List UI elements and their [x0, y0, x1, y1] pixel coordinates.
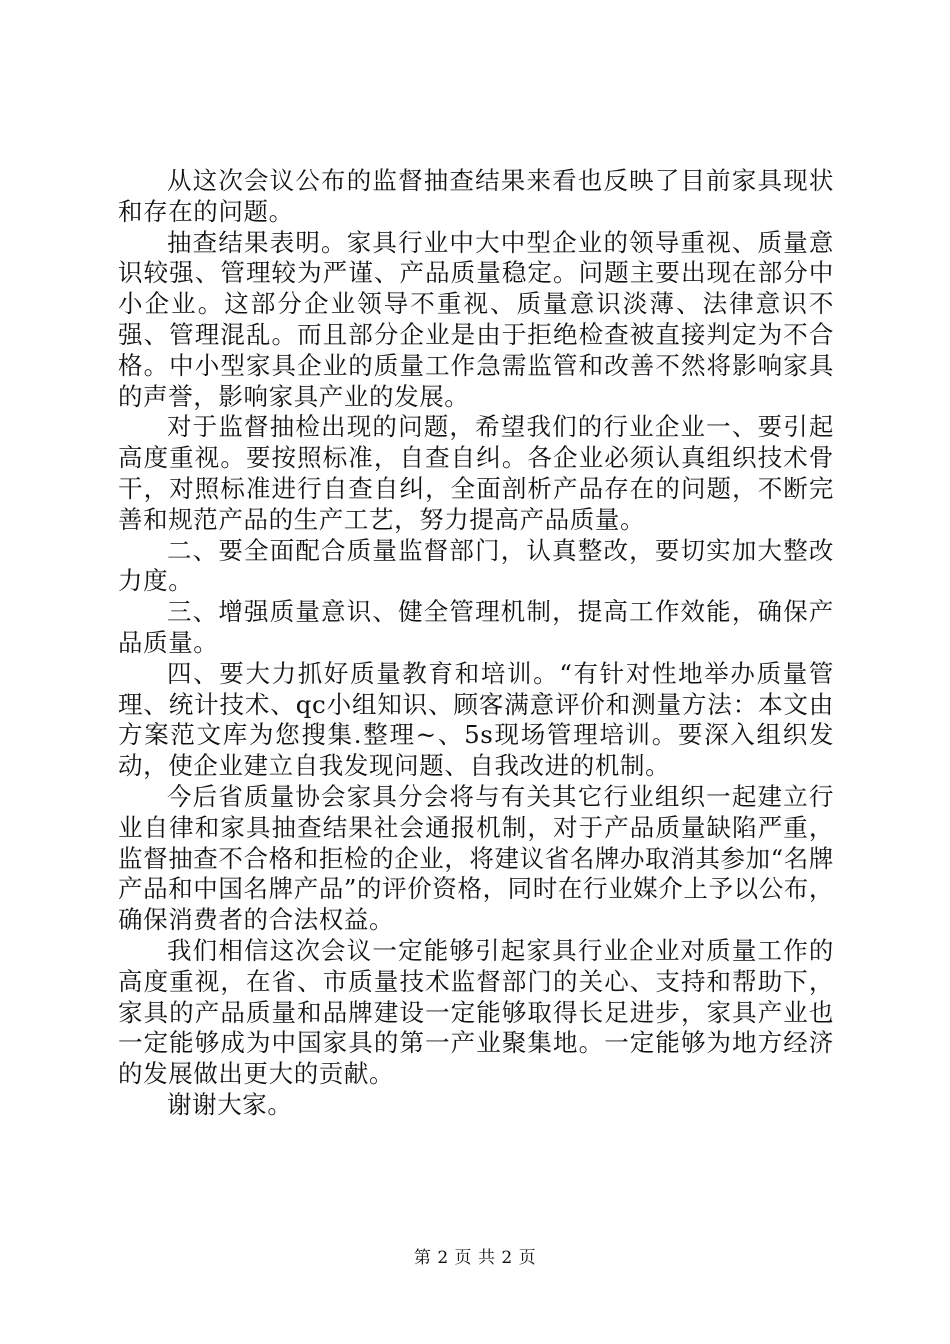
document-body: [118, 166, 834, 1121]
paragraph-9: 谢谢大家。: [167, 1089, 293, 1119]
paragraph-1: 从这次会议公布的监督抽查结果来看也反映了目前家具现状和存在的问题。: [118, 166, 834, 226]
page-number-footer: 第 2 页 共 2 页: [413, 1248, 537, 1268]
paragraph-8: 我们相信这次会议一定能够引起家具行业企业对质量工作的高度重视，在省、市质量技术监督部门的关心、支持和帮助下，家具的产品质量和品牌建设一定能够取得长足进步，家具产业也一定能够成为中国家具的第一产业聚集地。一定能够为地方经济的发展做出更大的贡献。: [118, 935, 834, 1089]
paragraph-6: 四、要大力抓好质量教育和培训。“有针对性地举办质量管理、统计技术、qc小组知识、顾客满意评价和测量方法：本文由方案范文库为您搜集.整理~、5s现场管理培训。要深入组织发动，使企业建立自我发现问题、自我改进的机制。: [118, 658, 834, 781]
paragraph-2: 抽查结果表明。家具行业中大中型企业的领导重视、质量意识较强、管理较为严谨、产品质量稳定。问题主要出现在部分中小企业。这部分企业领导不重视、质量意识淡薄、法律意识不强、管理混乱。而且部分企业是由于拒绝检查被直接判定为不合格。中小型家具企业的质量工作急需监管和改善不然将影响家具的声誉，影响家具产业的发展。: [118, 227, 834, 411]
paragraph-4: 二、要全面配合质量监督部门，认真整改，要切实加大整改力度。: [118, 535, 834, 596]
paragraph-5: 三、增强质量意识、健全管理机制，提高工作效能，确保产品质量。: [118, 597, 834, 657]
paragraph-7: 今后省质量协会家具分会将与有关其它行业组织一起建立行业自律和家具抽查结果社会通报机制，对于产品质量缺陷严重，监督抽查不合格和拒检的企业，将建议省名牌办取消其参加“名牌产品和中国名牌产品”的评价资格，同时在行业媒介上予以公布，确保消费者的合法权益。: [118, 781, 834, 935]
paragraph-3: 对于监督抽检出现的问题，希望我们的行业企业一、要引起高度重视。要按照标准，自查自纠。各企业必须认真组织技术骨干，对照标准进行自查自纠，全面剖析产品存在的问题，不断完善和规范产品的生产工艺，努力提高产品质量。: [118, 412, 834, 534]
